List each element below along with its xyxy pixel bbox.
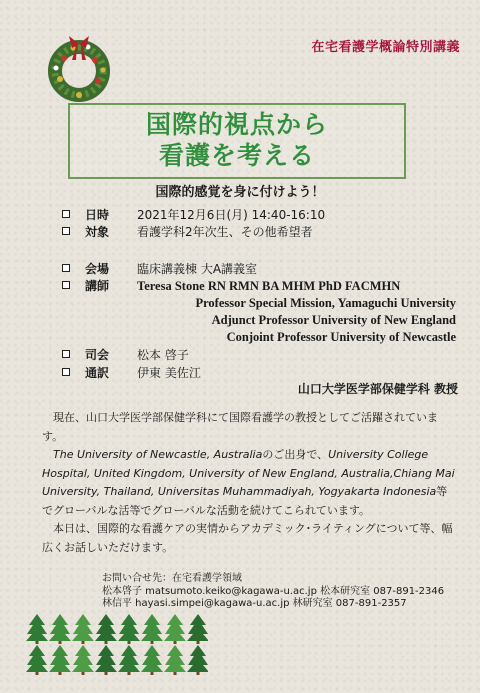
- course-tag: 在宅看護学概論特別講義: [311, 40, 460, 55]
- detail-label: 司会: [85, 348, 110, 362]
- detail-label: 日時: [85, 208, 110, 222]
- checkbox-icon: [62, 227, 70, 235]
- detail-label: 通訳: [85, 366, 110, 380]
- christmas-trees-icon: [26, 612, 208, 676]
- description-text: 本日は、国際的な看護ケアの実情からアカデミック･ライティングについて等、幅広くお話しいただけます。: [42, 522, 453, 554]
- tree-icon: [95, 645, 117, 675]
- detail-label: 講師: [85, 279, 110, 293]
- detail-label: 会場: [85, 262, 110, 276]
- description-text: 等でグローバルな活等でグローバルな活動を続けてこられています。: [42, 485, 448, 517]
- tree-icon: [95, 614, 117, 644]
- description-text: University College Hospital, United Kingdom, University of New England, Australia,Chiang Mai University, Thailand, Universitas Muhammadiyah, Yogyakarta Indonesia: [42, 448, 455, 498]
- tree-icon: [26, 614, 48, 644]
- checkbox-icon: [62, 350, 70, 358]
- affiliation-line: Adjunct Professor University of New England: [211, 313, 456, 327]
- detail-value: 看護学科2年次生、その他希望者: [137, 225, 313, 239]
- title-box: [68, 103, 406, 179]
- tree-icon: [49, 645, 71, 675]
- affiliation-line: Conjoint Professor University of Newcastle: [226, 330, 456, 344]
- tree-icon: [118, 645, 140, 675]
- tree-icon: [141, 614, 163, 644]
- checkbox-icon: [62, 281, 70, 289]
- detail-value: 臨床講義棟 大A講義室: [137, 262, 258, 276]
- tree-icon: [26, 645, 48, 675]
- description-text: The University of Newcastle, Australia: [53, 448, 263, 461]
- tree-icon: [72, 645, 94, 675]
- tree-icon: [118, 614, 140, 644]
- detail-value: 伊東 美佐江: [137, 366, 201, 380]
- title-line-2: 看護を考える: [158, 141, 315, 170]
- checkbox-icon: [62, 368, 70, 376]
- detail-value: 松本 啓子: [137, 348, 189, 362]
- lecturer-department: 山口大学医学部保健学科 教授: [297, 382, 458, 396]
- checkbox-icon: [62, 264, 70, 272]
- description-paragraph: [42, 409, 458, 446]
- description: [42, 409, 458, 557]
- contact-line: 林信平 hayasi.simpei@kagawa-u.ac.jp 林研究室 087-891-2357: [102, 598, 407, 609]
- affiliation-line: Professor Special Mission, Yamaguchi University: [195, 296, 456, 310]
- detail-label: 対象: [85, 225, 110, 239]
- description-paragraph: [42, 446, 458, 520]
- contact-info: [102, 573, 446, 611]
- subtitle: 国際的感覚を身に付けよう！: [155, 185, 325, 200]
- title-line-1: 国際的視点から: [145, 110, 328, 139]
- contact-line: 松本啓子 matsumoto.keiko@kagawa-u.ac.jp 松本研究室 087-891-2346: [102, 585, 445, 597]
- description-paragraph: [42, 520, 458, 557]
- tree-icon: [187, 645, 208, 675]
- christmas-wreath-icon: [42, 30, 116, 104]
- tree-icon: [164, 645, 186, 675]
- checkbox-icon: [62, 210, 70, 218]
- contact-heading: お問い合せ先：在宅看護学領域: [102, 573, 242, 584]
- description-text: のご出身で、: [262, 448, 329, 461]
- description-text: 現在、山口大学医学部保健学科にて国際看護学の教授としてご活躍されています。: [42, 411, 438, 443]
- detail-value: Teresa Stone RN RMN BA MHM PhD FACMHN: [137, 279, 401, 293]
- tree-icon: [164, 614, 186, 644]
- tree-icon: [187, 614, 208, 644]
- tree-icon: [72, 614, 94, 644]
- detail-value: 2021年12月6日(月) 14:40-16:10: [137, 208, 326, 222]
- tree-icon: [49, 614, 71, 644]
- tree-icon: [141, 645, 163, 675]
